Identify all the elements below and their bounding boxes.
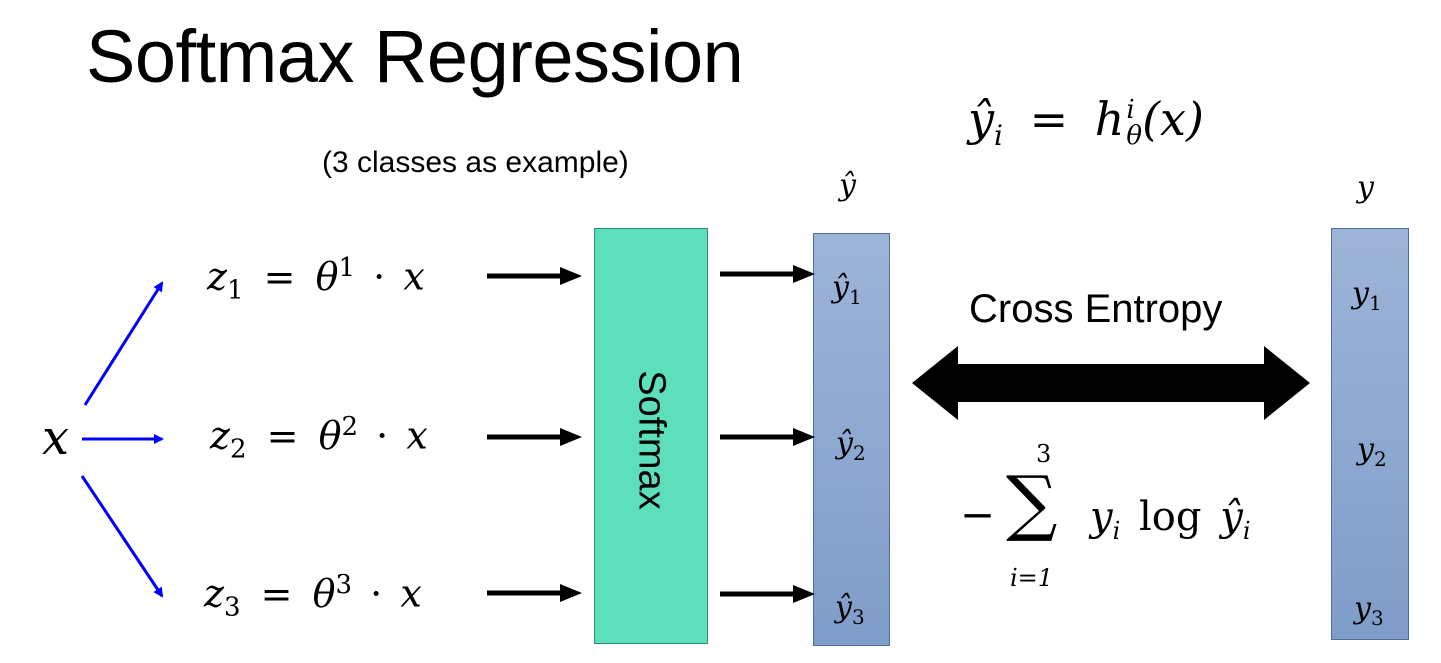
prediction-header: ŷ: [839, 168, 856, 203]
blue-arrow-to-z3: [82, 476, 162, 596]
logit-theta-sup: 1: [338, 253, 356, 283]
prediction-item-base: ŷ: [836, 426, 853, 461]
prediction-item-sub: 2: [852, 441, 866, 465]
logit-z-sub: 1: [227, 275, 244, 306]
target-item-sub: 1: [1368, 291, 1382, 315]
loss-minus: −: [960, 490, 996, 539]
definition-h-sup: i: [1126, 95, 1135, 125]
logit-theta: θ: [318, 413, 342, 458]
input-x: x: [42, 410, 70, 466]
target-item-base: y: [1354, 591, 1371, 626]
blue-arrow-to-z1: [85, 283, 162, 405]
loss-yhat-sub: i: [1242, 517, 1251, 545]
definition-h: h: [1094, 92, 1125, 146]
target-item-sub: 2: [1373, 447, 1387, 471]
target-item-base: y: [1352, 276, 1369, 311]
loss-log: log: [1139, 494, 1202, 540]
definition-lhs-sub: i: [994, 119, 1003, 153]
prediction-item-sub: 3: [851, 605, 865, 629]
target-item-base: y: [1357, 432, 1374, 467]
loss-yhat: ŷ: [1220, 494, 1243, 540]
loss-y-sub: i: [1112, 517, 1121, 545]
arrow-softmax-to-yhat3: [720, 585, 815, 603]
logit-theta-sup: 3: [335, 570, 353, 600]
definition-eq: =: [1029, 92, 1069, 146]
target-item-sub: 3: [1370, 606, 1384, 630]
prediction-item-sub: 1: [848, 285, 862, 309]
prediction-item-base: ŷ: [832, 270, 849, 305]
definition-h-sub: θ: [1126, 121, 1143, 151]
logit-dot: ·: [373, 254, 386, 299]
logit-eq: =: [266, 413, 299, 458]
logit-theta: θ: [315, 254, 339, 299]
logit-x: x: [400, 571, 422, 616]
logit-z-sub: 2: [230, 434, 247, 465]
logit-theta-sup: 2: [341, 412, 359, 442]
cross-entropy-double-arrow: [912, 346, 1310, 420]
logit-dot: ·: [370, 571, 383, 616]
arrow-z2-to-softmax: [487, 428, 582, 446]
target-header: y: [1357, 170, 1374, 205]
slide-title: Softmax Regression: [86, 15, 744, 98]
logit-dot: ·: [376, 413, 389, 458]
prediction-item-base: ŷ: [835, 590, 852, 625]
loss-sigma: ∑: [1006, 460, 1058, 544]
arrow-softmax-to-yhat1: [720, 265, 815, 283]
definition-arg: (x): [1142, 92, 1204, 146]
logit-eq: =: [260, 571, 293, 616]
loss-upper-limit: 3: [1036, 440, 1052, 468]
logit-z: z: [204, 571, 225, 616]
arrow-z1-to-softmax: [487, 267, 582, 285]
arrow-softmax-to-yhat2: [720, 428, 815, 446]
cross-entropy-label: Cross Entropy: [969, 287, 1223, 331]
softmax-label: Softmax: [630, 370, 673, 510]
logit-theta: θ: [312, 571, 336, 616]
loss-y: y: [1090, 494, 1113, 540]
logit-x: x: [403, 254, 425, 299]
loss-lower-limit: i=1: [1010, 564, 1054, 592]
definition-lhs: ŷ: [968, 92, 994, 146]
logit-x: x: [406, 413, 428, 458]
logit-eq: =: [263, 254, 296, 299]
subtitle: (3 classes as example): [322, 146, 629, 179]
logit-z: z: [210, 413, 231, 458]
logit-z-sub: 3: [224, 592, 241, 623]
logit-z: z: [207, 254, 228, 299]
arrow-z3-to-softmax: [487, 584, 582, 602]
